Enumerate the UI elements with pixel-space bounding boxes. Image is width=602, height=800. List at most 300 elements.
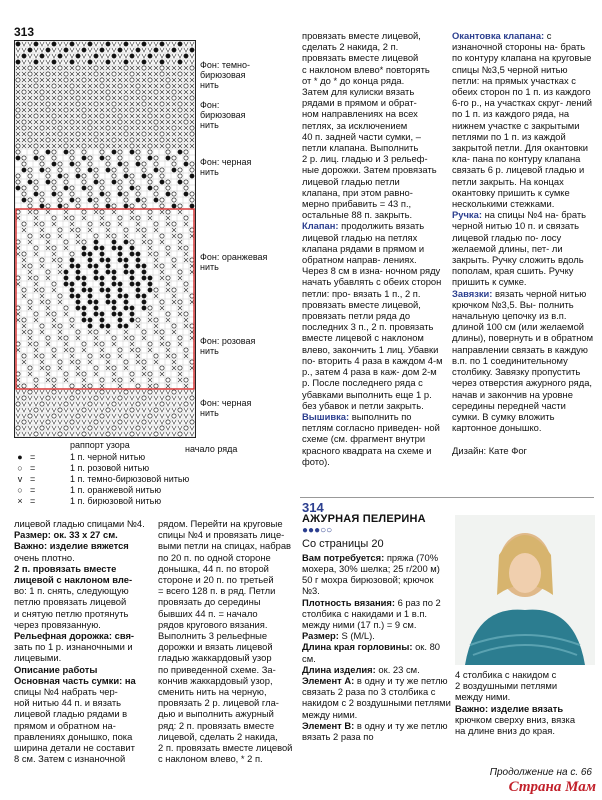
stitch-mark: [58, 174, 62, 178]
stitch-mark: [112, 240, 116, 244]
stitch-mark: [178, 180, 182, 184]
text-line: Важно: изделие вяжется: [14, 540, 129, 552]
chart-label-4: Фон: оранжевая нить: [200, 252, 268, 272]
stitch-mark: [64, 306, 68, 310]
stitch-mark: [46, 138, 50, 142]
stitch-mark: [34, 84, 38, 88]
stitch-mark: [82, 114, 86, 118]
stitch-mark: [22, 252, 26, 256]
stitch-mark: [154, 162, 158, 166]
stitch-mark: [40, 162, 44, 166]
stitch-mark: [16, 402, 20, 406]
stitch-mark: [184, 84, 188, 88]
stitch-mark: [172, 258, 176, 262]
stitch-mark: [142, 174, 146, 178]
stitch-mark: [70, 120, 74, 124]
stitch-mark: [40, 54, 44, 58]
stitch-mark: [70, 294, 74, 298]
text-line: Затем для кулиски вязать: [302, 86, 415, 98]
stitch-mark: [124, 300, 128, 304]
stitch-mark: [106, 60, 110, 64]
stitch-mark: [184, 114, 188, 118]
stitch-mark: [136, 384, 140, 388]
stitch-mark: [190, 132, 194, 136]
stitch-mark: [28, 204, 32, 208]
stitch-mark: [94, 204, 98, 208]
stitch-mark: [100, 180, 104, 184]
stitch-mark: [148, 114, 152, 118]
stitch-mark: [118, 180, 122, 184]
stitch-mark: [46, 150, 50, 154]
stitch-mark: [82, 288, 86, 292]
stitch-mark: [34, 60, 38, 64]
stitch-mark: [22, 186, 26, 190]
stitch-mark: [88, 324, 92, 328]
stitch-mark: [148, 282, 152, 286]
stitch-mark: [22, 396, 26, 400]
stitch-mark: [94, 174, 98, 178]
stitch-mark: [112, 246, 116, 250]
stitch-mark: [118, 192, 122, 196]
stitch-mark: [16, 42, 20, 46]
stitch-mark: [100, 258, 104, 262]
stitch-mark: [178, 204, 182, 208]
stitch-mark: [190, 396, 194, 400]
stitch-mark: [136, 150, 140, 154]
stitch-mark: [130, 252, 134, 256]
stitch-mark: [172, 222, 176, 226]
stitch-mark: [154, 90, 158, 94]
stitch-mark: [184, 348, 188, 352]
stitch-mark: [88, 258, 92, 262]
stitch-mark: [28, 138, 32, 142]
spec-line: Элемент А: в одну и ту же петлю связать 2 раза по 3 столбика с накидом с 2 воздушными петлями между ними.: [302, 675, 451, 720]
stitch-mark: [142, 264, 146, 268]
stitch-mark: [100, 312, 104, 316]
designer-credit: Дизайн: Кате Фог: [452, 445, 527, 457]
stitch-mark: [52, 216, 56, 220]
stitch-mark: [94, 366, 98, 370]
stitch-mark: [40, 354, 44, 358]
stitch-mark: [124, 258, 128, 262]
text-line: бывших 44 п. = начало: [158, 607, 258, 619]
stitch-mark: [124, 228, 128, 232]
stitch-mark: [184, 180, 188, 184]
stitch-mark: [184, 312, 188, 316]
stitch-mark: [166, 420, 170, 424]
stitch-mark: [130, 372, 134, 376]
chart-label-6: Фон: черная нить: [200, 398, 252, 418]
stitch-mark: [16, 186, 20, 190]
stitch-mark: [112, 174, 116, 178]
stitch-mark: [34, 150, 38, 154]
stitch-mark: [46, 336, 50, 340]
stitch-mark: [88, 300, 92, 304]
stitch-mark: [46, 72, 50, 76]
stitch-mark: [82, 432, 86, 436]
text-line: с наклоном влево, * 2 п.: [158, 753, 263, 765]
stitch-mark: [130, 108, 134, 112]
stitch-mark: [82, 372, 86, 376]
stitch-mark: [28, 330, 32, 334]
stitch-mark: [112, 402, 116, 406]
stitch-mark: [184, 186, 188, 190]
stitch-mark: [16, 174, 20, 178]
stitch-mark: [22, 288, 26, 292]
stitch-mark: [82, 306, 86, 310]
stitch-mark: [136, 264, 140, 268]
stitch-mark: [154, 408, 158, 412]
stitch-mark: [46, 420, 50, 424]
section-314: [302, 502, 452, 742]
stitch-mark: [136, 288, 140, 292]
stitch-mark: [64, 276, 68, 280]
stitch-mark: [64, 174, 68, 178]
stitch-mark: [166, 246, 170, 250]
stitch-mark: [136, 216, 140, 220]
stitch-mark: [70, 252, 74, 256]
stitch-mark: [130, 174, 134, 178]
stitch-mark: [64, 240, 68, 244]
spec-line: Длина края горловины: ок. 80 см.: [302, 641, 441, 664]
stitch-mark: [106, 192, 110, 196]
stitch-mark: [142, 102, 146, 106]
text-line: 2 р. лиц. гладью и 3 рельеф-: [302, 153, 428, 165]
stitch-mark: [88, 354, 92, 358]
stitch-mark: [76, 96, 80, 100]
stitch-mark: [100, 390, 104, 394]
stitch-mark: [22, 54, 26, 58]
stitch-mark: [178, 150, 182, 154]
text-line: 4 столбика с накидом с: [455, 669, 557, 680]
stitch-mark: [58, 360, 62, 364]
stitch-mark: [130, 432, 134, 436]
stitch-mark: [100, 192, 104, 196]
ruchka-text: на спицы №4 на- брать черной нитью 10 п. и связать лицевой гладью по- лосу желаемой длины, пет- ли закрыть. Ручку сложить вдоль пополам, края сшить. Ручку пришить к сумке.: [452, 209, 587, 288]
stitch-mark: [76, 270, 80, 274]
stitch-mark: [172, 324, 176, 328]
stitch-mark: [166, 156, 170, 160]
stitch-mark: [166, 150, 170, 154]
spec-line: Длина изделия: ок. 23 см.: [302, 663, 420, 675]
stitch-mark: [106, 294, 110, 298]
stitch-mark: [130, 78, 134, 82]
stitch-mark: [34, 78, 38, 82]
stitch-mark: [70, 348, 74, 352]
stitch-mark: [82, 276, 86, 280]
stitch-mark: [142, 306, 146, 310]
stitch-mark: [100, 78, 104, 82]
stitch-mark: [148, 210, 152, 214]
text-line: гладью жаккардовый узор: [158, 652, 272, 664]
stitch-mark: [124, 60, 128, 64]
stitch-mark: [88, 222, 92, 226]
stitch-mark: [22, 126, 26, 130]
stitch-mark: [142, 132, 146, 136]
text-line: во: 1 п. снять, следующую: [14, 585, 129, 597]
stitch-mark: [58, 258, 62, 262]
stitch-mark: [100, 276, 104, 280]
text-line: 2 п. провязать вместе: [14, 562, 117, 574]
stitch-mark: [64, 150, 68, 154]
stitch-mark: [46, 48, 50, 52]
stitch-mark: [34, 342, 38, 346]
stitch-mark: [34, 276, 38, 280]
stitch-mark: [142, 204, 146, 208]
stitch-mark: [64, 186, 68, 190]
stitch-mark: [28, 174, 32, 178]
stitch-mark: [70, 186, 74, 190]
stitch-mark: [82, 342, 86, 346]
rapport-label: раппорт узора: [70, 440, 130, 450]
stitch-mark: [166, 84, 170, 88]
stitch-mark: [172, 204, 176, 208]
stitch-mark: [178, 432, 182, 436]
stitch-mark: [100, 288, 104, 292]
stitch-mark: [160, 174, 164, 178]
stitch-mark: [112, 54, 116, 58]
stitch-mark: [88, 192, 92, 196]
stitch-mark: [178, 174, 182, 178]
stitch-mark: [190, 192, 194, 196]
difficulty-rating: ●●●○○: [302, 525, 333, 537]
stitch-mark: [88, 294, 92, 298]
stitch-mark: [106, 264, 110, 268]
text-line: кончив жаккардовый узор,: [158, 674, 273, 686]
stitch-mark: [118, 162, 122, 166]
stitch-mark: [88, 42, 92, 46]
stitch-mark: [124, 162, 128, 166]
stitch-mark: [166, 210, 170, 214]
text-line: лицевыми.: [14, 652, 62, 664]
stitch-mark: [70, 396, 74, 400]
stitch-mark: [82, 312, 86, 316]
stitch-mark: [52, 312, 56, 316]
stitch-mark: [46, 366, 50, 370]
stitch-mark: [88, 120, 92, 124]
stitch-mark: [64, 48, 68, 52]
spec-line: Плотность вязания: 6 раз по 2 столбика с накидами и 1 в.п. между ними (17 п.) = 9 см.: [302, 596, 441, 631]
stitch-mark: [94, 54, 98, 58]
stitch-mark: [94, 132, 98, 136]
stitch-mark: [148, 108, 152, 112]
stitch-mark: [28, 102, 32, 106]
chart-legend: [14, 452, 254, 507]
text-line: 40 п. задней части сумки, –: [302, 130, 421, 142]
stitch-mark: [148, 342, 152, 346]
stitch-mark: [118, 84, 122, 88]
stitch-mark: [148, 372, 152, 376]
text-line: крючком сверху вниз, вязка: [455, 713, 576, 725]
stitch-mark: [28, 72, 32, 76]
stitch-mark: [118, 48, 122, 52]
text-line: мерно прибавить = 43 п.,: [302, 198, 412, 210]
stitch-mark: [190, 198, 194, 202]
stitch-mark: [76, 204, 80, 208]
stitch-mark: [124, 174, 128, 178]
stitch-mark: [124, 294, 128, 298]
stitch-mark: [28, 132, 32, 136]
turquoise-stitch-icon: ×: [17, 496, 23, 506]
stitch-mark: [28, 300, 32, 304]
stitch-mark: [22, 120, 26, 124]
stitch-mark: [136, 48, 140, 52]
stitch-mark: [52, 156, 56, 160]
stitch-mark: [76, 264, 80, 268]
stitch-mark: [172, 168, 176, 172]
stitch-mark: [148, 288, 152, 292]
stitch-mark: [166, 54, 170, 58]
stitch-mark: [136, 282, 140, 286]
stitch-mark: [106, 354, 110, 358]
stitch-mark: [142, 420, 146, 424]
stitch-mark: [34, 186, 38, 190]
stitch-mark: [130, 240, 134, 244]
stitch-mark: [112, 306, 116, 310]
stitch-mark: [100, 342, 104, 346]
stitch-mark: [130, 318, 134, 322]
stitch-mark: [184, 378, 188, 382]
stitch-mark: [112, 108, 116, 112]
stitch-mark: [190, 96, 194, 100]
stitch-mark: [76, 66, 80, 70]
stitch-mark: [118, 246, 122, 250]
stitch-mark: [76, 390, 80, 394]
stitch-mark: [64, 204, 68, 208]
text-line: дорожки и вязать лицевой: [158, 641, 273, 653]
stitch-mark: [136, 192, 140, 196]
text-line: ряд: 2 п. провязать вместе: [158, 719, 275, 731]
stitch-mark: [106, 300, 110, 304]
stitch-mark: [100, 144, 104, 148]
stitch-mark: [52, 114, 56, 118]
stitch-mark: [76, 300, 80, 304]
stitch-mark: [82, 210, 86, 214]
stitch-mark: [40, 198, 44, 202]
stitch-mark: [160, 60, 164, 64]
stitch-mark: [118, 294, 122, 298]
stitch-mark: [34, 156, 38, 160]
stitch-mark: [172, 48, 176, 52]
stitch-mark: [88, 162, 92, 166]
stitch-mark: [172, 414, 176, 418]
stitch-mark: [124, 198, 128, 202]
spec-line: Вам потребуется: пряжа (70% мохера, 30% шелка; 25 г/200 м) 50 г мохра бирюзовой; крючок №3.: [302, 551, 440, 597]
spec-line: Размер: S (M/L).: [302, 630, 375, 642]
stitch-mark: [22, 192, 26, 196]
text-line: петлях, за исключением: [302, 119, 408, 131]
stitch-mark: [148, 276, 152, 280]
stitch-mark: [40, 426, 44, 430]
bottom-left-column: [14, 518, 150, 764]
stitch-mark: [172, 126, 176, 130]
stitch-mark: [160, 264, 164, 268]
stitch-mark: [160, 234, 164, 238]
stitch-mark: [82, 282, 86, 286]
stitch-mark: [70, 258, 74, 262]
stitch-mark: [100, 252, 104, 256]
stitch-mark: [160, 204, 164, 208]
stitch-mark: [46, 396, 50, 400]
stitch-mark: [76, 306, 80, 310]
stitch-mark: [160, 330, 164, 334]
text-line: рядом. Перейти на круговые: [158, 518, 283, 529]
stitch-mark: [136, 258, 140, 262]
text-line: спицы №4 набрать чер-: [14, 686, 118, 698]
stitch-mark: [124, 132, 128, 136]
stitch-mark: [82, 240, 86, 244]
stitch-mark: [124, 126, 128, 130]
stitch-mark: [100, 150, 104, 154]
stitch-mark: [118, 186, 122, 190]
stitch-mark: [178, 336, 182, 340]
stitch-mark: [34, 42, 38, 46]
stitch-mark: [142, 96, 146, 100]
stitch-mark: [136, 90, 140, 94]
stitch-mark: [58, 408, 62, 412]
stitch-mark: [136, 198, 140, 202]
stitch-mark: [94, 72, 98, 76]
stitch-mark: [76, 132, 80, 136]
stitch-mark: [106, 288, 110, 292]
stitch-mark: [64, 372, 68, 376]
stitch-mark: [76, 102, 80, 106]
stitch-mark: [160, 138, 164, 142]
stitch-mark: [124, 168, 128, 172]
text-line: провязать 2 р. лицевой гла-: [158, 697, 279, 709]
stitch-mark: [40, 324, 44, 328]
stitch-mark: [154, 186, 158, 190]
stitch-mark: [16, 108, 20, 112]
stitch-mark: [142, 228, 146, 232]
stitch-mark: [142, 300, 146, 304]
stitch-mark: [136, 84, 140, 88]
stitch-mark: [70, 162, 74, 166]
stitch-mark: [28, 390, 32, 394]
stitch-mark: [124, 42, 128, 46]
stitch-mark: [154, 288, 158, 292]
stitch-mark: [106, 42, 110, 46]
stitch-mark: [166, 192, 170, 196]
stitch-mark: [118, 312, 122, 316]
stitch-mark: [70, 288, 74, 292]
stitch-mark: [94, 396, 98, 400]
stitch-mark: [94, 234, 98, 238]
stitch-mark: [160, 132, 164, 136]
stitch-mark: [124, 360, 128, 364]
stitch-mark: [76, 360, 80, 364]
stitch-mark: [76, 330, 80, 334]
stitch-mark: [190, 204, 194, 208]
stitch-mark: [184, 246, 188, 250]
stitch-mark: [142, 330, 146, 334]
stitch-mark: [160, 198, 164, 202]
stitch-mark: [16, 150, 20, 154]
stitch-mark: [88, 288, 92, 292]
stitch-mark: [160, 300, 164, 304]
stitch-mark: [112, 180, 116, 184]
stitch-mark: [148, 78, 152, 82]
text-line: остальные 88 п. закрыть.: [302, 209, 413, 221]
stitch-mark: [76, 198, 80, 202]
stitch-mark: [40, 90, 44, 94]
stitch-mark: [28, 366, 32, 370]
stitch-mark: [112, 300, 116, 304]
stitch-mark: [184, 426, 188, 430]
stitch-mark: [70, 198, 74, 202]
stitch-mark: [154, 192, 158, 196]
zavyazki-heading: Завязки:: [452, 287, 493, 299]
